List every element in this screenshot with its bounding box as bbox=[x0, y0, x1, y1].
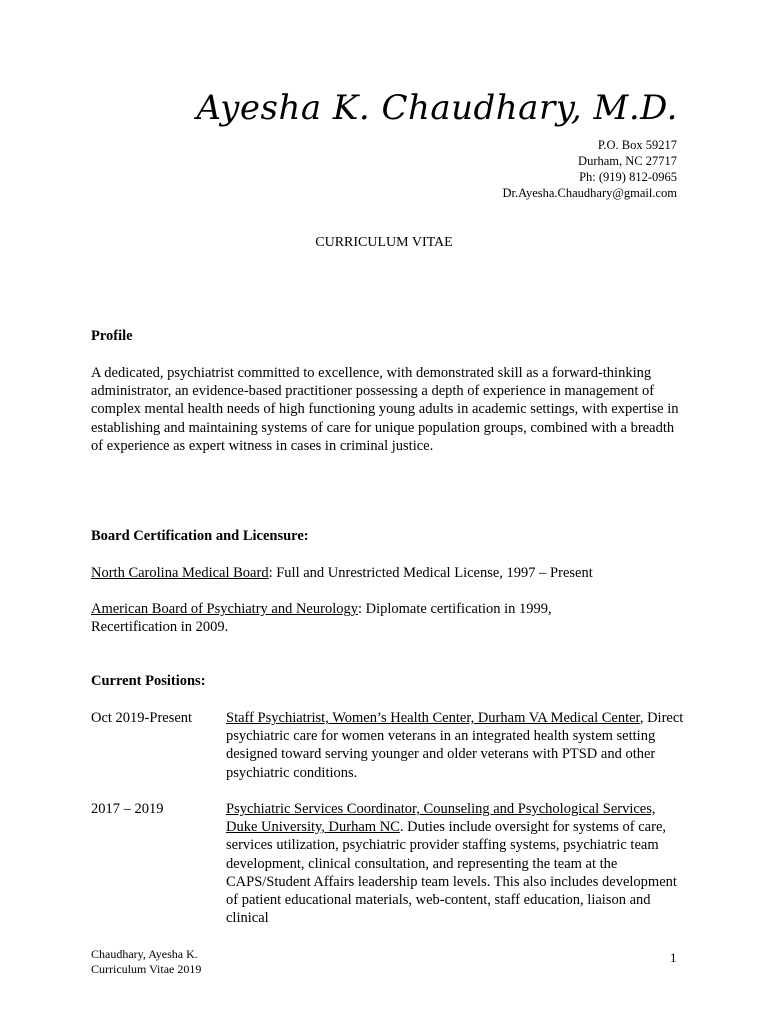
contact-phone: Ph: (919) 812-0965 bbox=[579, 170, 677, 184]
board-heading: Board Certification and Licensure: bbox=[91, 528, 309, 544]
position-sep: , bbox=[639, 710, 648, 726]
position-dates: 2017 – 2019 bbox=[91, 801, 164, 817]
contact-email: Dr.Ayesha.Chaudhary@gmail.com bbox=[502, 186, 677, 200]
license-detail: Full and Unrestricted Medical License, 1997 – Present bbox=[276, 565, 593, 581]
page-number: 1 bbox=[670, 950, 677, 965]
position-description: Direct psychiatric care for women veterans in an integrated health system setting designed toward serving younger and older veterans with PTSD and other psychiatric conditions. bbox=[226, 710, 684, 781]
profile-text: A dedicated, psychiatrist committed to excellence, with demonstrated skill as a forward-thinking administrator, an evidence-based practitioner possessing a depth of experience in management of complex mental health needs of high functioning young adults in academic settings, with expertise in establishing and maintaining systems of care for unique population groups, combined with a breadth of experience as expert witness in cases in criminal justice. bbox=[91, 365, 679, 454]
position-title: Psychiatric Services Coordinator, Counseling and Psychological Services, Duke University, Durham NC bbox=[226, 801, 656, 836]
contact-address: P.O. Box 59217 bbox=[597, 138, 677, 152]
document-title: CURRICULUM VITAE bbox=[315, 235, 453, 250]
contact-block bbox=[502, 137, 677, 201]
footer bbox=[91, 947, 201, 977]
license-entry bbox=[91, 564, 681, 582]
author-name: Ayesha K. Chaudhary, M.D. bbox=[196, 88, 678, 128]
position-description: Duties include oversight for systems of care, services utilization, psychiatric provider staffing systems, psychiatric team development, clinical consultation, and representing the team at the CAPS/Student Affairs leadership team levels. This also includes development of patient educational materials, web-content, staff education, liaison and clinical bbox=[226, 819, 677, 927]
position-dates: Oct 2019-Present bbox=[91, 710, 193, 726]
position-entry bbox=[226, 709, 686, 782]
position-sep: . bbox=[399, 819, 408, 836]
footer-name: Chaudhary, Ayesha K. bbox=[91, 947, 198, 961]
profile-heading: Profile bbox=[91, 328, 133, 344]
license-org: North Carolina Medical Board bbox=[91, 565, 269, 581]
certification-detail: Diplomate certification in 1999, Recertification in 2009. bbox=[91, 601, 552, 636]
certification-sep: : bbox=[357, 601, 366, 617]
position-entry bbox=[226, 800, 686, 927]
position-title: Staff Psychiatrist, Women’s Health Center, Durham VA Medical Center bbox=[226, 710, 640, 726]
footer-doc: Curriculum Vitae 2019 bbox=[91, 962, 202, 976]
certification-entry bbox=[91, 600, 611, 636]
positions-heading: Current Positions: bbox=[91, 673, 206, 689]
license-sep: : bbox=[268, 565, 277, 581]
contact-city: Durham, NC 27717 bbox=[578, 154, 677, 168]
certification-org: American Board of Psychiatry and Neurology bbox=[91, 601, 358, 617]
